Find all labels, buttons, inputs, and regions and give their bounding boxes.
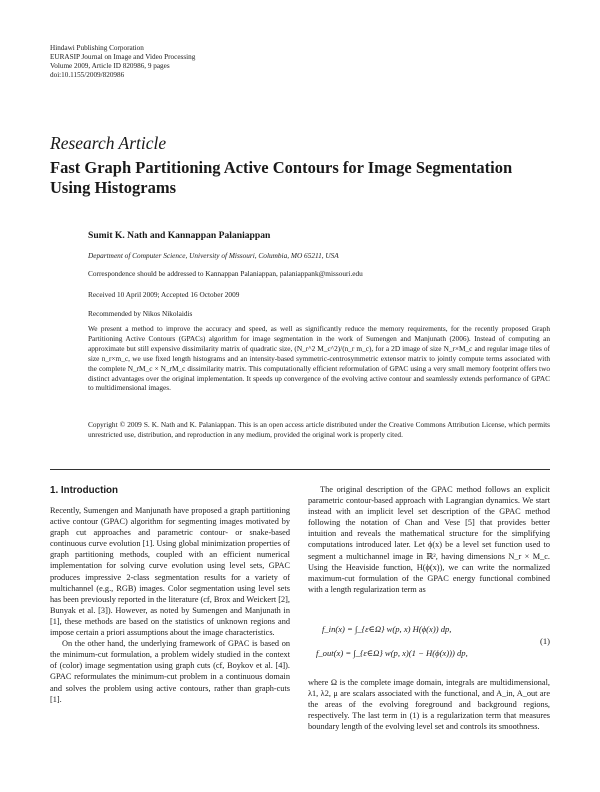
affiliation: Department of Computer Science, University of Missouri, Columbia, MO 65211, USA xyxy=(88,251,339,260)
right-column-top xyxy=(308,484,550,595)
left-column xyxy=(50,505,290,705)
correspondence: Correspondence should be addressed to Kannappan Palaniappan, palaniappank@missouri.edu xyxy=(88,269,363,278)
section-heading: 1. Introduction xyxy=(50,485,119,496)
article-type: Research Article xyxy=(50,133,167,153)
paragraph: The original description of the GPAC method follows an explicit parametric contour-based approach with Lagrangian dynamics. We start instead with an implicit level set description of the GPAC method following the notation of Chan and Vese [5] that provides better intuition and reveals the mathematical structure for the simplifying computations introduced later. Let ϕ(x) be a level set function used to segment a multichannel image in ℝ², having dimensions N_r × M_c. Using the Heaviside function, H(ϕ(x)), we can write the normalized maximum-cut formulation of the GPAC energy functional combined with a length regularization term as xyxy=(308,485,550,594)
equation-line-fin: f_in(x) = ∫_{ε∈Ω} w(p, x) H(ϕ(x)) dp, xyxy=(322,624,452,634)
equation-line-fout: f_out(x) = ∫_{ε∈Ω} w(p, x)(1 − H(ϕ(x))) dp, xyxy=(316,648,468,658)
journal-header xyxy=(50,44,195,80)
journal-name: EURASIP Journal on Image and Video Processing xyxy=(50,53,196,61)
doi: doi:10.1155/2009/820986 xyxy=(50,71,125,79)
paragraph: where Ω is the complete image domain, integrals are multidimensional, λ1, λ2, μ are scalars associated with the functional, and A_in, A_out are the areas of the evolving foreground and background regions, respectively. The last term in (1) is a regularization term that measures boundary length of the evolving level set and controls its smoothness. xyxy=(308,678,550,732)
received-dates: Received 10 April 2009; Accepted 16 October 2009 xyxy=(88,290,240,299)
right-column-bottom xyxy=(308,677,550,732)
equation-number: (1) xyxy=(539,636,550,646)
recommended-by: Recommended by Nikos Nikolaidis xyxy=(88,309,193,318)
equation-1 xyxy=(308,616,550,672)
paragraph: Recently, Sumengen and Manjunath have proposed a graph partitioning active contour (GPAC) algorithm for segmenting images motivated by graph cut approaches and parametric contour- or snake-based continuous curve evolution [1]. Using global minimization properties of graph partitioning methods, coupled with an efficient numerical implementation for solving curve evolution using level sets, GPAC produces impressive 2-class segmentation results for a variety of multichannel (e.g., RGB) images. Color segmentation using level sets has been previously reported in the literature (cf, Brox and Weickert [2], Bunyak et al. [3]). However, as noted by Sumengen and Manjunath in [1], these methods are based on the statistics of unknown regions and impose certain a priori assumptions about the image characteristics. xyxy=(50,506,290,638)
authors: Sumit K. Nath and Kannappan Palaniappan xyxy=(88,230,271,241)
divider xyxy=(50,469,550,470)
volume-info: Volume 2009, Article ID 820986, 9 pages xyxy=(50,62,170,70)
abstract: We present a method to improve the accuracy and speed, as well as significantly reduce the memory requirements, for the recently proposed Graph Partitioning Active Contours (GPACs) algorithm for image segmentation in the work of Sumengen and Manjunath (2006). Instead of computing an approximate but still expensive dissimilarity matrix of quadratic size, (N_r^2 M_c^2)/(n_r m_c), for a 2D image of size N_r×M_c and regular image tiles of size n_r×m_c, we use fixed length histograms and an intensity-based symmetric-centrosymmetric extensor matrix to jointly compute terms associated with the complete N_rM_c × N_rM_c dissimilarity matrix. This computationally efficient reformulation of GPAC using a very small memory footprint offers two distinct advantages over the original implementation. It speeds up convergence of the evolving active contour and seamlessly extends performance of GPAC to multidimensional images. xyxy=(88,324,550,393)
copyright: Copyright © 2009 S. K. Nath and K. Palaniappan. This is an open access article distributed under the Creative Commons Attribution License, which permits unrestricted use, distribution, and reproduction in any medium, provided the original work is properly cited. xyxy=(88,420,550,439)
paragraph: On the other hand, the underlying framework of GPAC is based on the minimum-cut formulation, a problem widely studied in the context of (color) image segmentation using graph cuts (cf, Boykov et al. [4]). GPAC reformulates the minimum-cut problem in a continuous domain and solves the problem using active contours, rather than graph-cuts [1]. xyxy=(50,639,290,704)
paper-title: Fast Graph Partitioning Active Contours for Image Segmentation Using Histograms xyxy=(50,158,513,197)
publisher: Hindawi Publishing Corporation xyxy=(50,44,144,52)
